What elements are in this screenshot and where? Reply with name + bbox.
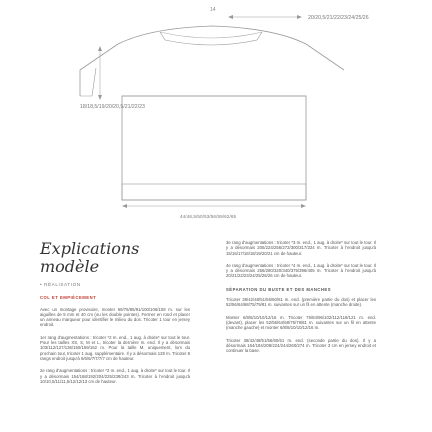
collar-inner-line xyxy=(160,32,262,38)
left-arrow-up-icon xyxy=(98,46,102,51)
paragraph-back-part-two: Tricoter 38/42/48/51/56/60/61 m. end. (seconde partie du dos). Il y a désormais 164/184/208/224/244/260/274 m. Tricoter 3 cm en jersey endroit et continuer la base. xyxy=(226,337,376,354)
collar-band-bottom xyxy=(165,40,257,45)
top-measure-label: 20/20,5/21/22/23/24/25/26 xyxy=(308,15,369,21)
body-outline xyxy=(122,96,306,200)
paragraph-first-increase: 1er rang d'augmentations : tricoter *2 m. end., 1 aug. à droite* sur tout le tour. Pour les tailles XS, S, M et L, tricoter la dernière m. end. Il y a désormais 103/112/127/136/150/159/162 m. Pour la taille M, uniquement, lors du prochain tour, tricoter 1 aug. supplémentaire. Il y a désormais 128 m. Tricoter 8 rangs endroit jusqu'à 5/6/6/7/7/7/7 cm de hauteur. xyxy=(40,334,190,361)
bottom-arrow-left-icon xyxy=(122,204,127,208)
page-number: 14 xyxy=(210,7,216,13)
paragraph-back-part-one: Tricoter 38/42/48/51/56/60/61 m. end. (première partie du dos) et placer les 52/56/64/68/75/79/81 m. suivantes sur un fil en attente (manche droite). xyxy=(226,297,376,308)
instructions-right-column xyxy=(226,240,376,360)
bottom-arrow-right-icon xyxy=(301,204,306,208)
section-realisation: • RÉALISATION xyxy=(40,282,81,287)
instructions-left-column xyxy=(40,240,190,391)
subsection-separation: SÉPARATION DU BUSTE ET DES MANCHES xyxy=(226,286,332,292)
paragraph-front: Monter 6/8/8/10/10/12/16 m. Tricoter 76/84/96/102/112/118/121 m. end. (devant), placer les 52/56/64/68/75/79/81 m. suivantes sur un fil en attente (manche gauche) et monter 6/8/8/10/10/12/16 m. xyxy=(226,314,376,331)
paragraph-fourth-increase: 4e rang d'augmentations : tricoter *4 m. end., 1 aug. à droite* sur tout le tour. Il y a désormais 256/280/320/340/375/396/405 m. Tricoter à l'endroit jusqu'à 20/21/22/23/24/25/26/26 cm de hauteur. xyxy=(226,262,376,279)
collar-outline xyxy=(118,26,306,44)
subsection-col-empiecement: COL ET EMPIÈCEMENT xyxy=(40,295,97,301)
left-shoulder-line xyxy=(80,44,118,96)
paragraph-second-increase: 2e rang d'augmentations : tricoter *2 m. end., 1 aug. à droite* sur tout le tour. Il y a désormais 154/168/192/204/225/238/243 m. Tricoter à l'endroit jusqu'à 10/10,5/11/11,5/12/12/13 cm de hauteur. xyxy=(40,368,190,384)
bottom-measure-label: 44/46,5/50/53/56/59/62/65 xyxy=(180,214,237,219)
paragraph-montage: Avec un montage provisoire, monter 69/75/85/91/100/106/108 m. sur les aiguilles de 5 mm et 40 cm (ou les double pointes). Fermer en rond et placer un anneau marqueur pour identifier le milieu du dos. Tricoter 1 tour en jersey endroit. xyxy=(40,306,190,328)
right-shoulder-line xyxy=(306,44,344,70)
top-arrow-left-icon xyxy=(228,15,233,19)
page-title: Explications modèle xyxy=(40,239,140,276)
left-sleeve-outline xyxy=(80,68,96,96)
left-arrow-down-icon xyxy=(98,95,102,100)
top-arrow-right-icon xyxy=(297,15,302,19)
left-measure-label: 18/18,5/19/20/20,5/21/22/23 xyxy=(80,104,145,110)
paragraph-third-increase: 3e rang d'augmentations : tricoter *3 m. end., 1 aug. à droite* sur tout le tour. Il y a désormais 205/224/256/272/300/317/324 m. Tricoter à l'endroit jusqu'à 15/16/17/18/18/19/20/21 cm de hauteur. xyxy=(226,240,376,256)
hem-band xyxy=(122,184,306,200)
